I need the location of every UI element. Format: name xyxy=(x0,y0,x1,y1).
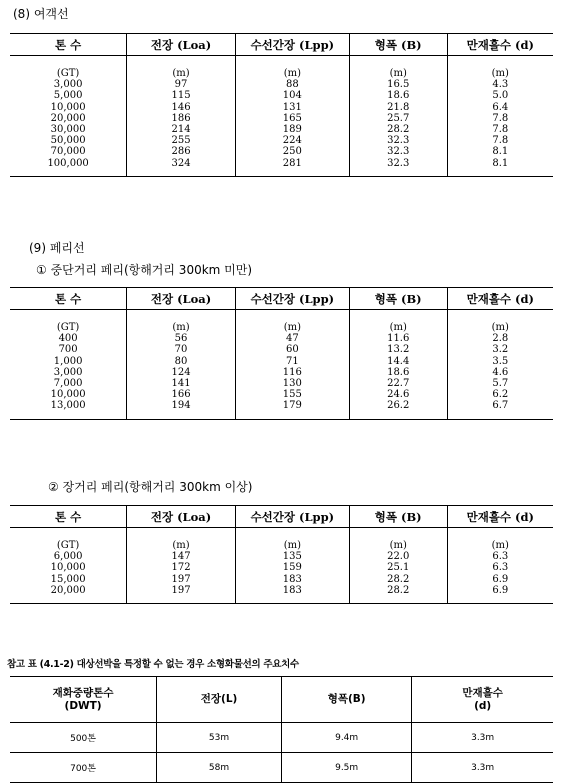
cell-value: 1,000 xyxy=(53,355,83,367)
unit-label: (m) xyxy=(491,322,509,333)
cell-value: 18.6 xyxy=(387,366,410,378)
unit-label: (m) xyxy=(491,68,509,79)
cell-value: 21.8 xyxy=(387,101,410,113)
cell-value: 159 xyxy=(282,562,302,574)
cell-value: 6,000 xyxy=(53,551,83,563)
cell-value: 197 xyxy=(171,573,191,585)
ref-cell-length: 58m xyxy=(157,753,282,783)
column-lpp xyxy=(235,528,349,604)
header-loa: 전장 (Loa) xyxy=(127,288,236,310)
cell-value: 22.0 xyxy=(387,551,410,563)
cell-value: 194 xyxy=(171,400,191,412)
ref-header-line: 형폭(B) xyxy=(327,693,366,705)
header-loa: 전장 (Loa) xyxy=(127,506,236,528)
unit-label: (m) xyxy=(172,322,190,333)
column-draft xyxy=(447,310,553,420)
ref-header-dwt xyxy=(10,677,157,723)
header-draft: 만재흘수 (d) xyxy=(447,288,553,310)
table-row xyxy=(10,528,553,604)
cell-value: 6.3 xyxy=(492,551,509,563)
cell-value: 80 xyxy=(174,355,188,367)
cell-value: 16.5 xyxy=(387,79,410,91)
cell-value: 3.2 xyxy=(492,344,509,356)
header-tonnage: 톤 수 xyxy=(10,34,127,56)
cell-value: 6.3 xyxy=(492,562,509,574)
cell-value: 20,000 xyxy=(50,584,86,596)
cell-value: 8.1 xyxy=(492,146,509,158)
cell-value: 124 xyxy=(171,366,191,378)
unit-label: (GT) xyxy=(56,540,80,551)
cell-value: 6.2 xyxy=(492,389,509,401)
cell-value: 26.2 xyxy=(387,400,410,412)
unit-label: (m) xyxy=(389,540,407,551)
cell-value: 25.7 xyxy=(387,112,410,124)
cell-value: 50,000 xyxy=(50,135,86,147)
cell-value: 32.3 xyxy=(387,135,410,147)
header-breadth: 형폭 (B) xyxy=(349,506,447,528)
cell-value: 7,000 xyxy=(53,377,83,389)
ref-cell-draft: 3.3m xyxy=(412,753,553,783)
header-draft: 만재흘수 (d) xyxy=(447,506,553,528)
cell-value: 6.9 xyxy=(492,584,509,596)
cell-value: 6.9 xyxy=(492,573,509,585)
cell-value: 281 xyxy=(282,157,302,169)
cell-value: 56 xyxy=(174,333,188,345)
cell-value: 115 xyxy=(171,90,191,102)
unit-label: (m) xyxy=(283,68,301,79)
cell-value: 28.2 xyxy=(387,573,410,585)
table-row xyxy=(10,310,553,420)
cell-value: 15,000 xyxy=(50,573,86,585)
unit-label: (m) xyxy=(172,68,190,79)
table-row xyxy=(10,753,553,783)
table-row xyxy=(10,723,553,753)
unit-label: (m) xyxy=(389,68,407,79)
cell-value: 141 xyxy=(171,377,191,389)
cell-value: 214 xyxy=(171,123,191,135)
header-lpp: 수선간장 (Lpp) xyxy=(235,288,349,310)
cell-value: 324 xyxy=(171,157,191,169)
cell-value: 18.6 xyxy=(387,90,410,102)
cell-value: 10,000 xyxy=(50,562,86,574)
cell-value: 147 xyxy=(171,551,191,563)
column-tonnage xyxy=(10,528,127,604)
cell-value: 155 xyxy=(282,389,302,401)
short-ferry-table xyxy=(10,287,553,420)
cell-value: 130 xyxy=(282,377,302,389)
subtitle-long-ferry: ② 장거리 페리(항해거리 300km 이상) xyxy=(48,480,253,494)
reference-table-title: 참고 표 (4.1-2) 대상선박을 특정할 수 없는 경우 소형화물선의 주요치수 xyxy=(7,659,299,670)
subtitle-short-ferry: ① 중단거리 페리(항해거리 300km 미만) xyxy=(36,263,253,277)
ref-cell-dwt: 500톤 xyxy=(10,723,157,753)
cell-value: 5.7 xyxy=(492,377,509,389)
cell-value: 116 xyxy=(282,366,302,378)
unit-label: (GT) xyxy=(56,322,80,333)
cell-value: 13.2 xyxy=(387,344,410,356)
header-tonnage: 톤 수 xyxy=(10,506,127,528)
cell-value: 172 xyxy=(171,562,191,574)
cell-value: 5.0 xyxy=(492,90,509,102)
cell-value: 7.8 xyxy=(492,135,509,147)
column-breadth xyxy=(349,528,447,604)
cell-value: 88 xyxy=(285,79,299,91)
column-draft xyxy=(447,528,553,604)
cell-value: 224 xyxy=(282,135,302,147)
column-loa xyxy=(127,310,236,420)
cell-value: 6.4 xyxy=(492,101,509,113)
cell-value: 8.1 xyxy=(492,157,509,169)
cell-value: 10,000 xyxy=(50,389,86,401)
header-loa: 전장 (Loa) xyxy=(127,34,236,56)
ref-header-line: 재화중량톤수 xyxy=(52,686,114,699)
cell-value: 6.7 xyxy=(492,400,509,412)
cell-value: 11.6 xyxy=(387,333,410,345)
section-title-passenger: (8) 여객선 xyxy=(13,7,69,21)
unit-label: (m) xyxy=(283,322,301,333)
cell-value: 3,000 xyxy=(53,79,83,91)
cell-value: 30,000 xyxy=(50,123,86,135)
unit-label: (m) xyxy=(172,540,190,551)
cell-value: 3.5 xyxy=(492,355,509,367)
header-tonnage: 톤 수 xyxy=(10,288,127,310)
cell-value: 10,000 xyxy=(50,101,86,113)
header-draft: 만재흘수 (d) xyxy=(447,34,553,56)
cell-value: 70,000 xyxy=(50,146,86,158)
column-loa xyxy=(127,528,236,604)
column-loa xyxy=(127,56,236,177)
cell-value: 197 xyxy=(171,584,191,596)
cell-value: 97 xyxy=(174,79,188,91)
cell-value: 32.3 xyxy=(387,157,410,169)
cell-value: 3,000 xyxy=(53,366,83,378)
ref-header-length xyxy=(157,677,282,723)
cell-value: 70 xyxy=(174,344,188,356)
cell-value: 286 xyxy=(171,146,191,158)
cell-value: 186 xyxy=(171,112,191,124)
cell-value: 32.3 xyxy=(387,146,410,158)
cell-value: 28.2 xyxy=(387,584,410,596)
reference-table xyxy=(10,676,553,783)
cell-value: 700 xyxy=(58,344,78,356)
ref-cell-dwt: 700톤 xyxy=(10,753,157,783)
header-breadth: 형폭 (B) xyxy=(349,34,447,56)
cell-value: 4.6 xyxy=(492,366,509,378)
cell-value: 60 xyxy=(285,344,299,356)
cell-value: 2.8 xyxy=(492,333,509,345)
column-breadth xyxy=(349,310,447,420)
ref-header-line: 만재흘수 xyxy=(462,686,503,699)
cell-value: 135 xyxy=(282,551,302,563)
cell-value: 100,000 xyxy=(47,157,89,169)
cell-value: 104 xyxy=(282,90,302,102)
column-breadth xyxy=(349,56,447,177)
cell-value: 28.2 xyxy=(387,123,410,135)
ref-header-breadth xyxy=(281,677,411,723)
cell-value: 250 xyxy=(282,146,302,158)
section-title-ferry: (9) 페리선 xyxy=(29,241,85,255)
column-tonnage xyxy=(10,56,127,177)
cell-value: 189 xyxy=(282,123,302,135)
unit-label: (GT) xyxy=(56,68,80,79)
cell-value: 5,000 xyxy=(53,90,83,102)
cell-value: 71 xyxy=(285,355,299,367)
cell-value: 22.7 xyxy=(387,377,410,389)
cell-value: 4.3 xyxy=(492,79,509,91)
cell-value: 400 xyxy=(58,333,78,345)
cell-value: 183 xyxy=(282,584,302,596)
unit-label: (m) xyxy=(491,540,509,551)
column-tonnage xyxy=(10,310,127,420)
ref-header-line: (d) xyxy=(474,699,492,712)
cell-value: 179 xyxy=(282,400,302,412)
unit-label: (m) xyxy=(389,322,407,333)
column-lpp xyxy=(235,56,349,177)
table-row xyxy=(10,56,553,177)
ref-cell-length: 53m xyxy=(157,723,282,753)
column-draft xyxy=(447,56,553,177)
long-ferry-table xyxy=(10,505,553,604)
passenger-ship-table xyxy=(10,33,553,177)
cell-value: 24.6 xyxy=(387,389,410,401)
cell-value: 25.1 xyxy=(387,562,410,574)
cell-value: 20,000 xyxy=(50,112,86,124)
header-breadth: 형폭 (B) xyxy=(349,288,447,310)
cell-value: 47 xyxy=(285,333,299,345)
cell-value: 13,000 xyxy=(50,400,86,412)
cell-value: 255 xyxy=(171,135,191,147)
ref-header-draft xyxy=(412,677,553,723)
ref-cell-breadth: 9.4m xyxy=(281,723,411,753)
unit-label: (m) xyxy=(283,540,301,551)
column-lpp xyxy=(235,310,349,420)
ref-header-line: 전장(L) xyxy=(200,693,238,705)
ref-header-line: (DWT) xyxy=(64,699,102,712)
header-lpp: 수선간장 (Lpp) xyxy=(235,506,349,528)
cell-value: 165 xyxy=(282,112,302,124)
cell-value: 7.8 xyxy=(492,123,509,135)
header-lpp: 수선간장 (Lpp) xyxy=(235,34,349,56)
cell-value: 14.4 xyxy=(387,355,410,367)
ref-cell-breadth: 9.5m xyxy=(281,753,411,783)
cell-value: 183 xyxy=(282,573,302,585)
cell-value: 146 xyxy=(171,101,191,113)
cell-value: 7.8 xyxy=(492,112,509,124)
cell-value: 166 xyxy=(171,389,191,401)
ref-cell-draft: 3.3m xyxy=(412,723,553,753)
cell-value: 131 xyxy=(282,101,302,113)
